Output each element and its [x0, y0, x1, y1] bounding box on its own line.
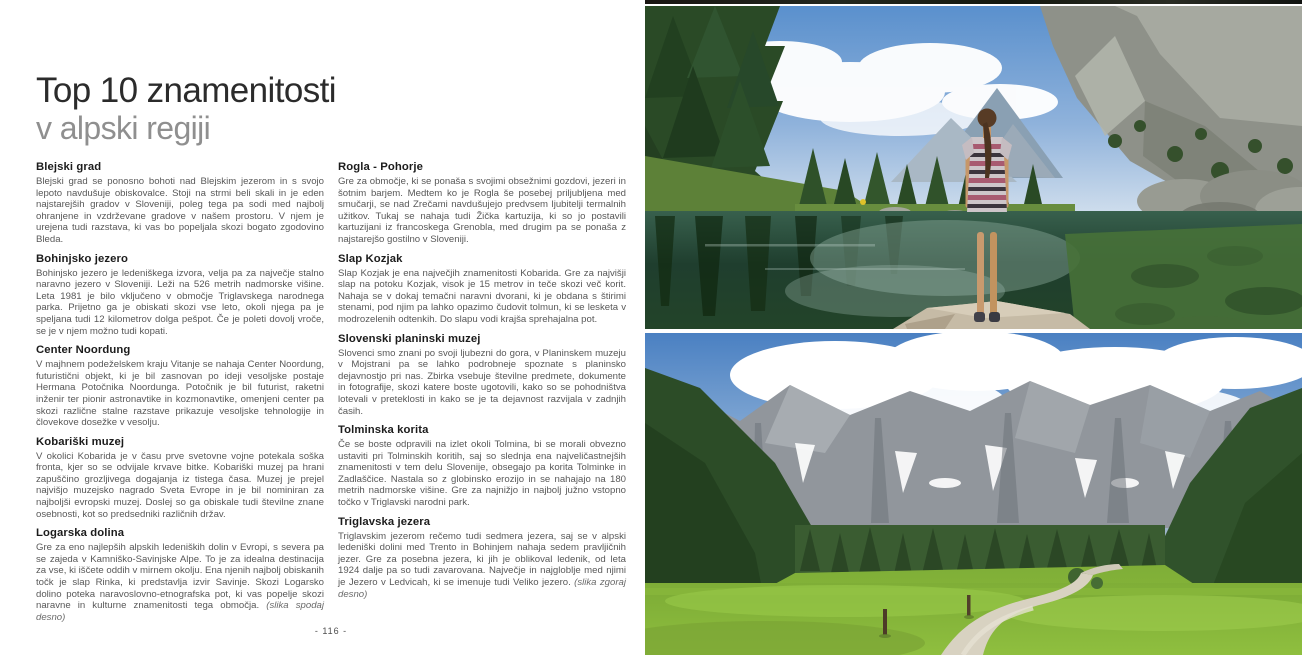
section-body-tolminska-korita: Če se boste odpravili na izlet okoli Tolmina, bi se morali obvezno ustaviti pri Tolminskih koritih, saj so slednja ena najveličastnejših znamenitosti v tem delu Slovenije, obsegajo pa korita Tolminke in Zadlaščice. Nastala so z globinsko erozijo in se nahajajo na 180 metrih nadmorske višine. Gre za najnižjo in najbolj južno vstopno točko v Triglavski narodni park. — [338, 439, 626, 509]
section-heading-center-noordung: Center Noordung — [36, 344, 131, 357]
section-body-rogla-pohorje: Gre za območje, ki se ponaša s svojimi obsežnimi gozdovi, jezeri in šotnim barjem. Medtem ko je Rogla še posebej priljubljena med smučarji, se nad Zrečami navdušujejo predvsem ljubitelji termalnih užitkov. Tukaj se nahaja tudi Žička kartuzija, ki so jo postavili kartuzijani iz francoskega Grenobla, med drugim pa se ponaša z najstarejšo gostilno v Sloveniji. — [338, 176, 626, 245]
section-heading-kobari-ki-muzej: Kobariški muzej — [36, 435, 125, 448]
section-body-slap-kozjak: Slap Kozjak je ena največjih znamenitosti Kobarida. Gre za najvišji slap na potoku Kozjak, visok je 15 metrov in teče skozi več korit. Nahaja se v dokaj temačni naravni dvorani, ki je obdana s štirimi stenami, pod njim pa lahko opazimo čudovit tolmun, ki se lesketa v modrozelenih odtenkih. Do slapu vodi krajša sprehajalna pot. — [338, 267, 626, 325]
section-heading-bohinjsko-jezero: Bohinjsko jezero — [36, 252, 128, 265]
section-heading-slovenski-planinski-muzej: Slovenski planinski muzej — [338, 332, 481, 345]
text-columns — [36, 161, 626, 623]
section-heading-triglavska-jezera: Triglavska jezera — [338, 515, 431, 528]
section-body-bohinjsko-jezero: Bohinjsko jezero je ledeniškega izvora, velja pa za največje stalno naravno jezero v Sloveniji. Leži na 526 metrih nadmorske višine. Leta 1981 je bilo vključeno v območje Triglavskega narodnega parka. Prijetno ga je obiskati skozi vse leto, okoli njega pa je speljana tudi 12 kilometrov dolga pešpot. Če je poleti dovolj vroče, se je v njem možno tudi kopati. — [36, 267, 324, 337]
section-body-kobari-ki-muzej: V okolici Kobarida je v času prve svetovne vojne potekala soška fronta, kjer so se odvijale krvave bitke. Kobariški muzej pa hrani zapuščino grozljivega dogajanja iz tistega časa. Muzej je prejel najvišjo muzejsko nagrado Sveta Evrope in je bil nominiran za najboljši evropski muzej. Doslej so ga obiskale tudi številne znane osebnosti, kot so predsedniki različnih držav. — [36, 450, 324, 520]
photo-reference-note: (slika zgoraj desno) — [338, 577, 626, 600]
left-page — [0, 0, 645, 655]
clear-water-shallows — [1065, 224, 1302, 329]
section-body-logarska-dolina: Gre za eno najlepših alpskih ledeniških dolin v Evropi, s severa pa se zajeda v Kamniško-Savinjske Alpe. To je za idealna destinacija za vse, ki iščete oddih v mirnem okolju. Ena njenih najbolj obiskanih točk je slap Rinka, ki predstavlja izvir Savinje. Skozi Logarsko dolino poteka naravoslovno-etnografska pot, ki vas popelje skozi naravne in kulturne znamenitosti tega območja. (slika spodaj desno) — [36, 542, 324, 623]
page-title — [36, 72, 336, 146]
photo-sliver-top-edge — [645, 0, 1302, 4]
section-heading-tolminska-korita: Tolminska korita — [338, 424, 429, 437]
section-heading-blejski-grad: Blejski grad — [36, 161, 102, 173]
text-column-left — [36, 161, 324, 623]
photo-alpine-valley — [645, 333, 1302, 655]
section-heading-slap-kozjak: Slap Kozjak — [338, 252, 403, 265]
section-body-blejski-grad: Blejski grad se ponosno bohoti nad Blejskim jezerom in s svojo lepoto navdušuje obiskovalce. Stoji na strmi beli skali in je eden najstarejših gradov v Sloveniji, poleg tega pa sodi med najbolj ohranjene in vzdrževane gradove v našem prostoru. V njem je urejena tudi razstava, ki vas bo popeljala skozi bogato zgodovino Bleda. — [36, 176, 324, 245]
page-title-line1: Top 10 znamenitosti — [36, 71, 336, 110]
section-body-center-noordung: V majhnem podeželskem kraju Vitanje se nahaja Center Noordung, futuristični objekt, ki je bil zasnovan po ideji vesoljske postaje Hermana Potočnika Noordunga. Potočnik je bil futurist, raketni inženir ter pionir astronavtike in kozmonavtike, omenjeni center pa skozi različne stalne razstave prikazuje vesoljske tehnologije in človekove dosežke v vesolju. — [36, 359, 324, 429]
photo-alpine-lake-illustration — [645, 6, 1302, 329]
section-body-slovenski-planinski-muzej: Slovenci smo znani po svoji ljubezni do gora, v Planinskem muzeju v Mojstrani pa se lahko podrobneje spoznate s planinsko dejavnostjo pri nas. Zbirka vsebuje številne predmete, dokumente in fotografije, skozi katere boste ugotovili, kako so se pohodništva lotevali v preteklosti in kako se je ta dejavnost razvijala v zadnjih časih. — [338, 347, 626, 417]
text-column-right — [338, 161, 626, 623]
section-heading-logarska-dolina: Logarska dolina — [36, 527, 125, 540]
right-page — [645, 0, 1302, 655]
section-body-triglavska-jezera: Triglavskim jezerom rečemo tudi sedmera jezera, saj se v alpski ledeniški dolini med Trento in Bohinjem nahaja sedem pravljičnih jezer. Gre za posebna jezera, ki jih je oblikoval ledenik, od leta 1924 dalje pa so tudi zavarovana. Največje in najgloblje med njimi je Jezero v Ledvicah, ki se imenuje tudi Veliko jezero. (slika zgoraj desno) — [338, 530, 626, 600]
photo-alpine-lake — [645, 6, 1302, 329]
photo-reference-note: (slika spodaj desno) — [36, 600, 324, 623]
photo-alpine-valley-illustration — [645, 333, 1302, 655]
section-heading-rogla-pohorje: Rogla - Pohorje — [338, 161, 423, 173]
distant-person — [860, 199, 866, 205]
page-title-line2: v alpski regiji — [36, 110, 211, 147]
page-number: - 116 - — [314, 626, 348, 636]
